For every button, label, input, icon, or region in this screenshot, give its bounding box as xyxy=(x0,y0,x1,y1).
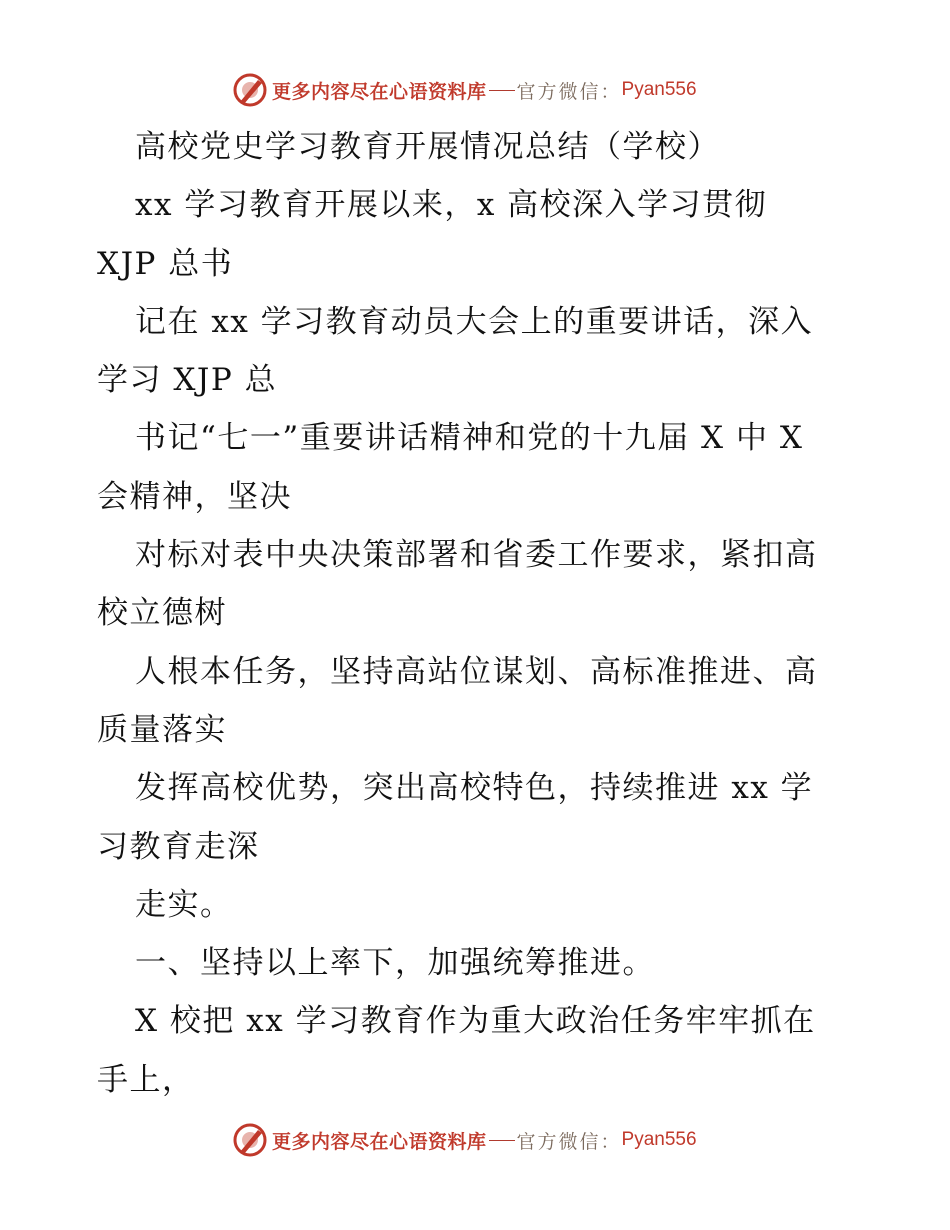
text-line: 质量落实 xyxy=(97,711,227,748)
document-body xyxy=(97,118,857,1109)
promo-text: 更多内容尽在心语资料库 xyxy=(272,80,487,103)
seal-pen-logo-icon xyxy=(232,72,268,108)
seal-pen-logo-icon xyxy=(232,1122,268,1158)
footer-banner xyxy=(232,1120,697,1160)
text-line: 学习 XJP 总 xyxy=(97,362,278,399)
text-line: XJP 总书 xyxy=(97,245,234,282)
text-line: 走实。 xyxy=(135,886,233,923)
promo-text: 更多内容尽在心语资料库 xyxy=(272,1130,487,1153)
wechat-label: 官方微信： xyxy=(516,1130,622,1153)
separator-dash xyxy=(489,90,515,91)
wechat-label: 官方微信： xyxy=(516,80,622,103)
text-line: xx 学习教育开展以来，x 高校深入学习贯彻 xyxy=(135,187,768,224)
text-line: 手上， xyxy=(97,1061,195,1098)
text-line: 会精神，坚决 xyxy=(97,478,292,515)
document-title: 高校党史学习教育开展情况总结（学校） xyxy=(135,129,720,165)
separator-dash xyxy=(489,1140,515,1141)
text-line: 记在 xx 学习教育动员大会上的重要讲话，深入 xyxy=(135,303,814,340)
text-line: 书记“七一”重要讲话精神和党的十九届 X 中 X xyxy=(135,420,804,457)
section-heading: 一、坚持以上率下，加强统筹推进。 xyxy=(135,945,655,982)
text-line: 人根本任务，坚持高站位谋划、高标准推进、高 xyxy=(135,653,818,690)
wechat-id: Pyan556 xyxy=(621,79,697,100)
wechat-id: Pyan556 xyxy=(621,1129,697,1150)
text-line: 对标对表中央决策部署和省委工作要求，紧扣高 xyxy=(135,537,818,574)
text-line: 发挥高校优势，突出高校特色，持续推进 xx 学 xyxy=(135,770,814,807)
text-line: 习教育走深 xyxy=(97,828,260,865)
text-line: X 校把 xx 学习教育作为重大政治任务牢牢抓在 xyxy=(135,1003,816,1040)
header-banner xyxy=(232,70,697,110)
text-line: 校立德树 xyxy=(97,595,227,632)
